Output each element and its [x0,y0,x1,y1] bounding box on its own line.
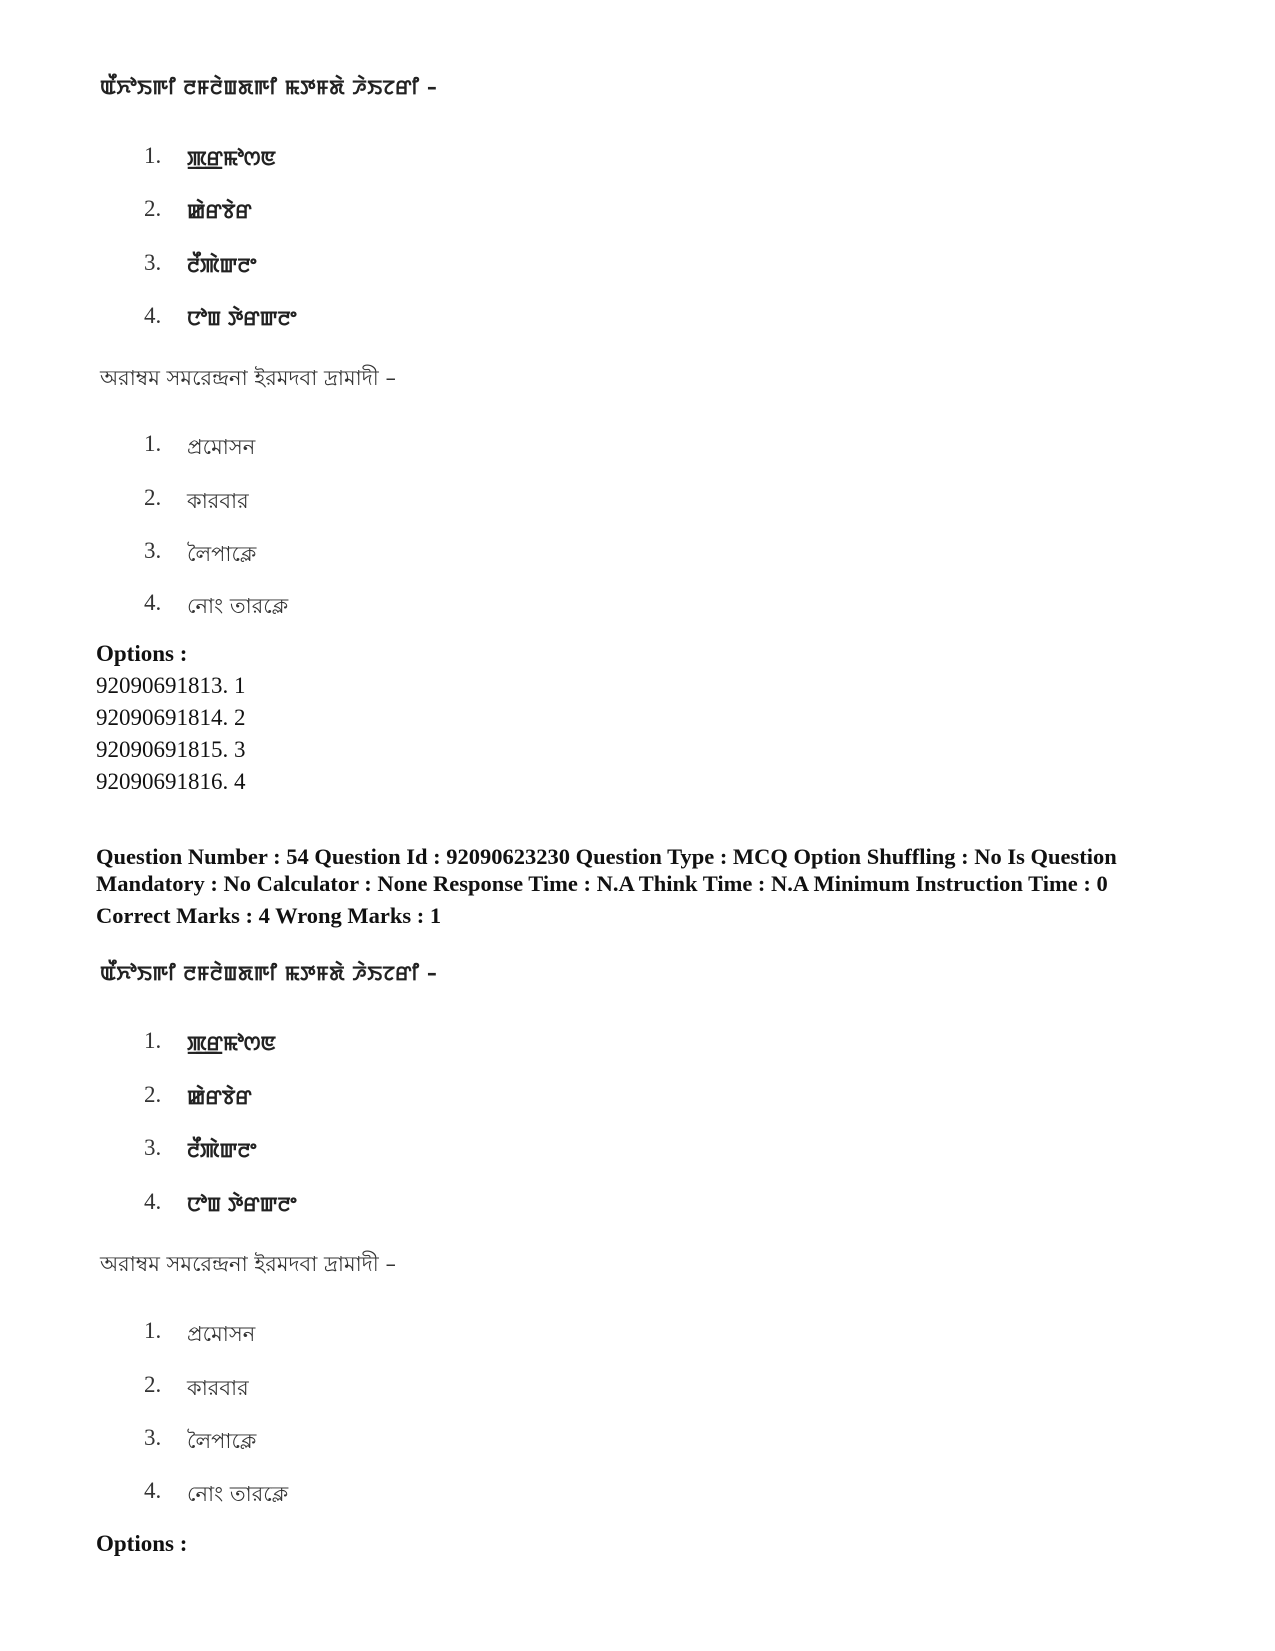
option-number: 3. [144,1135,162,1160]
option-number: 1. [144,1028,162,1053]
option-number: 4. [144,303,162,328]
option-id: 92090691816. 4 [96,769,246,794]
question-stem-meitei: ꯑꯩꯈꯣꯏꯒꯤ ꯂꯝꯂꯥꯡꯗꯒꯤ ꯃꯇꯝꯗꯥ ꯍꯥꯏꯖꯔꯤ – [100,75,438,99]
option-number: 4. [144,1478,162,1503]
option-id: 92090691814. 2 [96,705,246,730]
option-number: 4. [144,1189,162,1214]
option-text-bengali: নোং তারক্লে [187,594,289,618]
option-text-bengali: কারবার [187,1376,249,1400]
option-number: 1. [144,1318,162,1343]
option-number: 1. [144,431,162,456]
option-text-meitei: ꯀꯥꯔꯕꯥꯔ [187,199,252,223]
option-id: 92090691813. 1 [96,673,246,698]
option-text-bengali: প্রমোসন [187,435,256,459]
option-text-meitei: ꯅꯣꯡ ꯇꯥꯔꯛꯂꯦ [187,306,297,330]
options-label: Options : [96,1531,188,1556]
option-text-meitei: ꯄ꯭ꯔꯃꯣꯁꯟ [187,146,276,170]
options-label: Options : [96,641,188,666]
question-stem-bengali: অরাম্বম সমরেন্দ্রনা ইরমদবা দ্রামাদী – [100,366,396,390]
option-id: 92090691815. 3 [96,737,246,762]
option-text-bengali: প্রমোসন [187,1322,256,1346]
option-number: 4. [144,590,162,615]
option-number: 3. [144,250,162,275]
question-stem-bengali: অরাম্বম সমরেন্দ্রনা ইরমদবা দ্রামাদী – [100,1252,396,1276]
option-number: 3. [144,1425,162,1450]
question-meta-line: Question Number : 54 Question Id : 92090623230 Question Type : MCQ Option Shuffling : No Is Question [96,844,1117,869]
option-text-meitei: ꯂꯩꯄꯥꯛꯂꯦ [187,253,257,277]
option-text-bengali: কারবার [187,489,249,513]
option-number: 3. [144,538,162,563]
option-number: 1. [144,143,162,168]
question-marks-line: Correct Marks : 4 Wrong Marks : 1 [96,903,442,928]
option-number: 2. [144,485,162,510]
option-text-meitei: ꯂꯩꯄꯥꯛꯂꯦ [187,1138,257,1162]
option-text-meitei: ꯄ꯭ꯔꯃꯣꯁꯟ [187,1031,276,1055]
question-stem-meitei: ꯑꯩꯈꯣꯏꯒꯤ ꯂꯝꯂꯥꯡꯗꯒꯤ ꯃꯇꯝꯗꯥ ꯍꯥꯏꯖꯔꯤ – [100,961,438,985]
question-meta-line: Mandatory : No Calculator : None Response Time : N.A Think Time : N.A Minimum Instruction Time : 0 [96,871,1108,896]
option-text-bengali: লৈপাক্লে [187,1429,257,1453]
option-text-meitei: ꯅꯣꯡ ꯇꯥꯔꯛꯂꯦ [187,1192,297,1216]
option-text-bengali: লৈপাক্লে [187,542,257,566]
option-text-bengali: নোং তারক্লে [187,1482,289,1506]
option-number: 2. [144,1082,162,1107]
option-number: 2. [144,1372,162,1397]
option-text-meitei: ꯀꯥꯔꯕꯥꯔ [187,1085,252,1109]
option-number: 2. [144,196,162,221]
